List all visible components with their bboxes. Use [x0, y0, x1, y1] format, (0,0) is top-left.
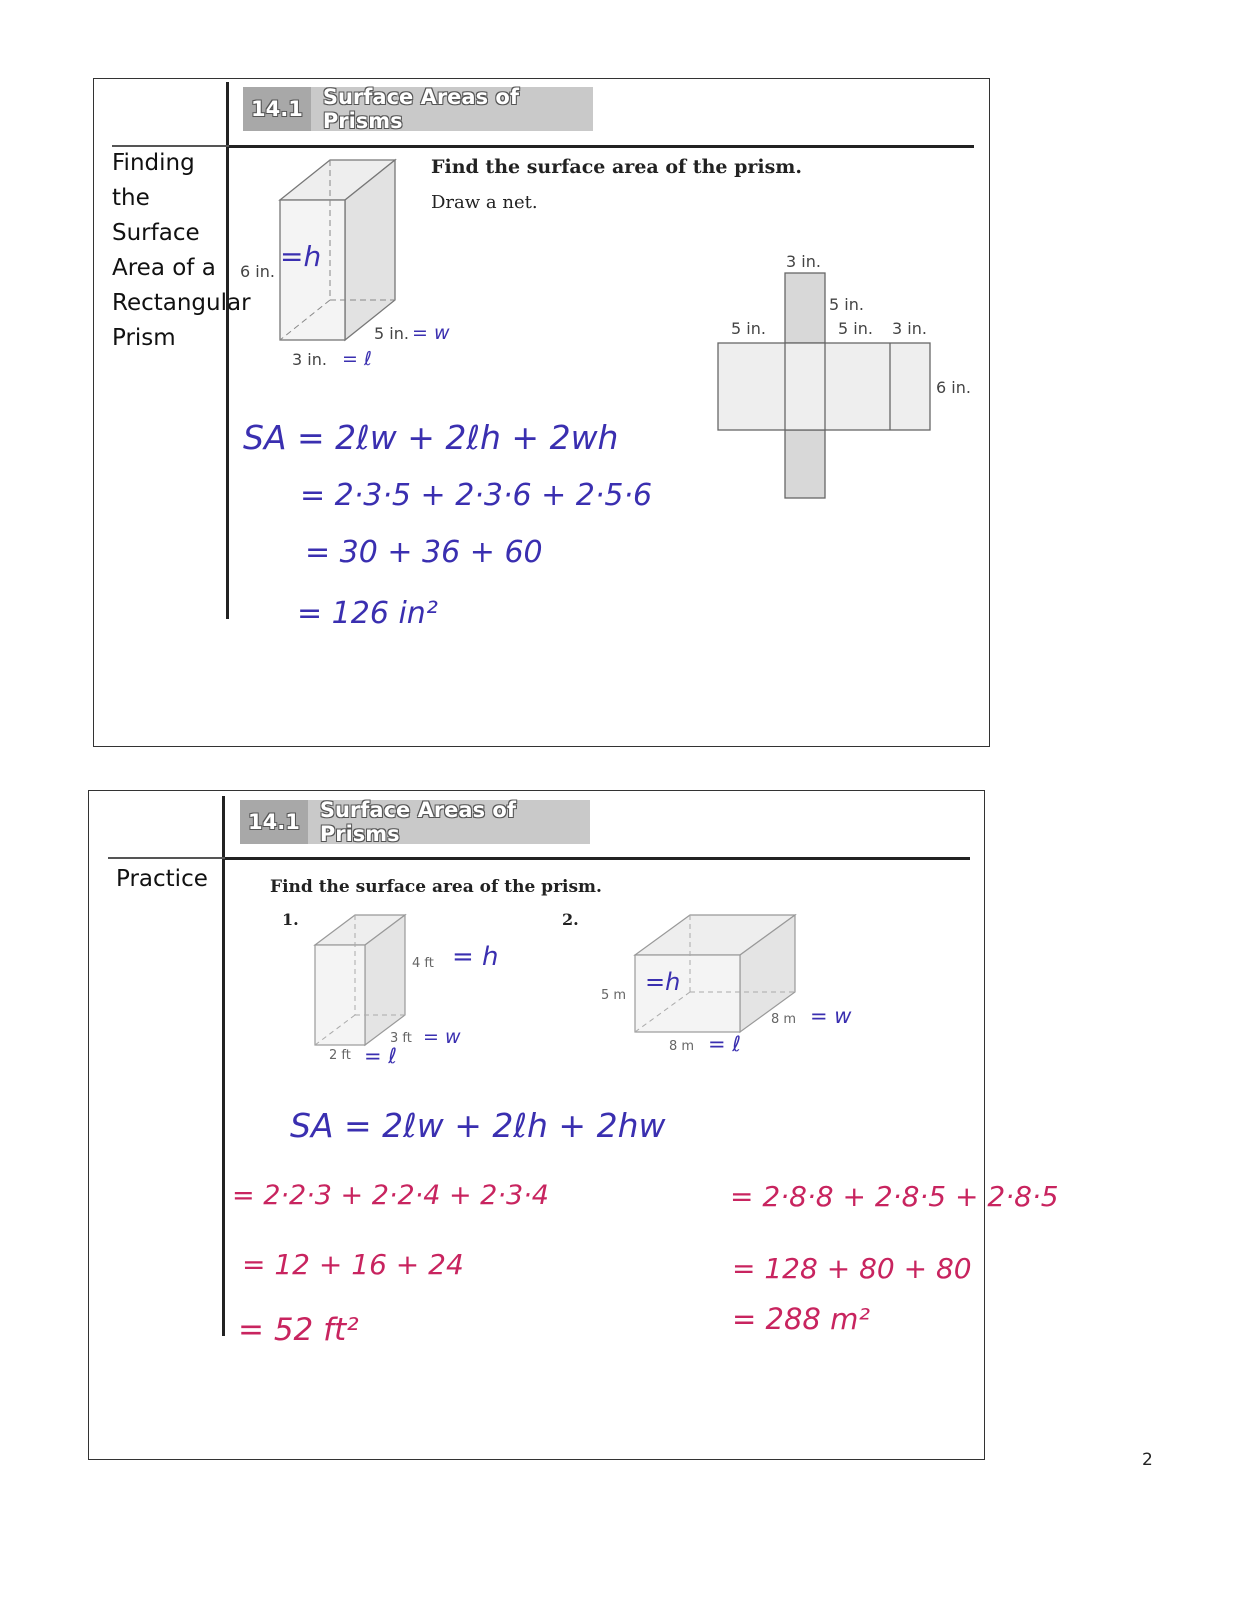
problem-2-answer: = 288 m² — [732, 1302, 870, 1336]
handwritten-w: = w — [412, 322, 450, 344]
side-label-practice: Practice — [116, 866, 208, 892]
problem-2-width-label: 8 m — [771, 1012, 797, 1027]
side-label-line: Rectangular — [112, 290, 251, 316]
problem-1-height-label: 4 ft — [412, 956, 434, 971]
page-number: 2 — [1142, 1450, 1153, 1470]
banner-number: 14.1 — [243, 87, 311, 131]
net-right-a-label: 5 in. — [838, 319, 873, 338]
practice-formula: SA = 2ℓw + 2ℓh + 2hw — [290, 1106, 666, 1145]
problem-2-hw-w: = w — [810, 1004, 852, 1028]
problem-1-products: = 12 + 16 + 24 — [242, 1248, 464, 1281]
problem-1-hw-l: = ℓ — [364, 1044, 397, 1068]
banner-title: Surface Areas of Prisms — [319, 798, 516, 846]
slide-2-divider-vertical — [222, 796, 225, 1336]
side-label-line: the — [112, 185, 150, 211]
problem-2-number: 2. — [562, 910, 579, 929]
prism-net-figure — [715, 270, 935, 502]
side-label-line: Finding — [112, 150, 195, 176]
work-answer: = 126 in² — [297, 596, 438, 631]
net-right-top-label: 5 in. — [829, 295, 864, 314]
problem-1-substitution: = 2·2·3 + 2·2·4 + 2·3·4 — [232, 1180, 549, 1211]
problem-1-length-label: 2 ft — [329, 1048, 351, 1063]
net-top-label: 3 in. — [786, 252, 821, 271]
side-label-line: Prism — [112, 325, 176, 351]
problem-2-height-label: 5 m — [601, 988, 627, 1003]
side-label-finding — [112, 146, 251, 356]
banner-title: Surface Areas of Prisms — [322, 85, 519, 133]
problem-1-answer: = 52 ft² — [238, 1312, 359, 1348]
slide-1-divider-horizontal-right — [229, 145, 974, 148]
problem-1-hw-w: = w — [423, 1026, 461, 1048]
practice-instruction: Find the surface area of the prism. — [270, 877, 602, 897]
side-label-line: Area of a — [112, 255, 216, 281]
subinstruction: Draw a net. — [431, 192, 538, 213]
slide-2-divider-horizontal-right — [225, 857, 970, 860]
problem-1-number: 1. — [282, 910, 299, 929]
side-label-line: Surface — [112, 220, 200, 246]
instruction: Find the surface area of the prism. — [431, 156, 803, 178]
prism-width-label: 5 in. — [374, 324, 409, 343]
problem-2-hw-l: = ℓ — [708, 1032, 741, 1056]
problem-1-width-label: 3 ft — [390, 1031, 412, 1046]
net-right-b-label: 3 in. — [892, 319, 927, 338]
net-left-label: 5 in. — [731, 319, 766, 338]
handwritten-h: =h — [280, 240, 322, 273]
banner-number: 14.1 — [240, 800, 308, 844]
problem-2-products: = 128 + 80 + 80 — [732, 1252, 972, 1285]
slide-1-banner — [243, 87, 593, 131]
problem-2-length-label: 8 m — [669, 1039, 695, 1054]
prism-height-label: 6 in. — [240, 262, 275, 281]
net-side-label: 6 in. — [936, 378, 971, 397]
work-substitution: = 2·3·5 + 2·3·6 + 2·5·6 — [300, 478, 653, 513]
work-products: = 30 + 36 + 60 — [305, 535, 543, 570]
slide-2-banner — [240, 800, 590, 844]
problem-2-hw-h: =h — [645, 968, 681, 996]
handwritten-l: = ℓ — [342, 348, 372, 370]
work-formula: SA = 2ℓw + 2ℓh + 2wh — [243, 418, 619, 457]
problem-2-substitution: = 2·8·8 + 2·8·5 + 2·8·5 — [730, 1180, 1059, 1213]
prism-length-label: 3 in. — [292, 350, 327, 369]
problem-1-hw-h: = h — [452, 942, 499, 972]
